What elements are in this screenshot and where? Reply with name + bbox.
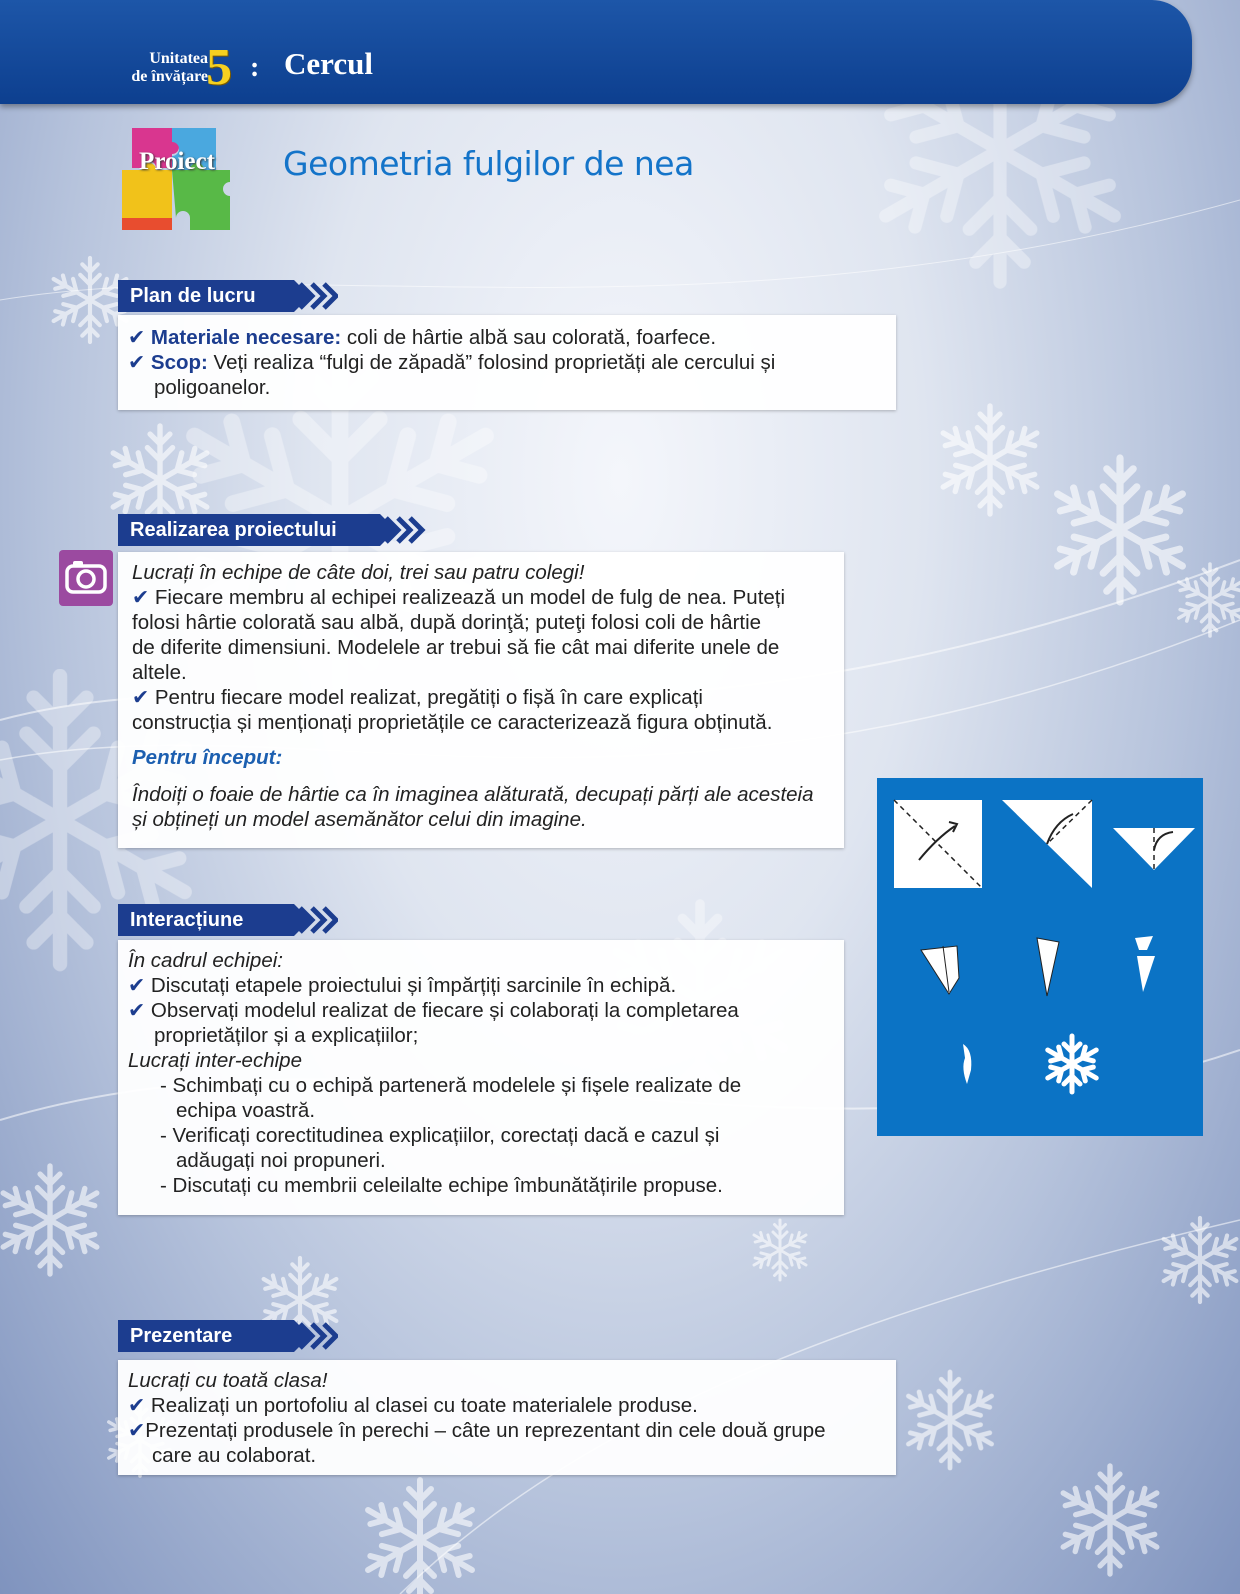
snowflake-icon [1044,1036,1100,1092]
interactiune-b1-text: Discutați etapele proiectului și împărțiți sarcinile în echipă. [145,974,677,997]
interactiune-b2 [128,998,834,1023]
interactiune-b2-l2: proprietăților și a explicațiilor; [154,1024,419,1047]
section-tag-label: Plan de lucru [130,285,256,307]
realizare-intro: Lucrați în echipe de câte doi, trei sau patru colegi! [132,561,585,584]
interactiune-intro: În cadrul echipei: [128,949,283,972]
materials-label: Materiale necesare: [150,326,342,349]
prezentare-box [118,1360,896,1475]
section-tag-label: Interacțiune [130,909,244,931]
check-icon: ✔ [128,351,146,374]
realizare-p1-l2: folosi hârtie colorată sau albă, după dorinţă; puteţi folosi coli de hârtie [132,611,762,634]
folding-diagram [877,778,1203,1136]
check-icon: ✔ [128,999,146,1022]
prezentare-b1 [128,1393,886,1418]
realizare-p2-l2: construcția și menționați proprietățile ce caracterizează figura obținută. [132,711,773,734]
inter-heading: Lucrați inter-echipe [128,1049,302,1072]
inter-d2-l2: adăugați noi propuneri. [176,1149,386,1172]
interactiune-b2-text: Observați modelul realizat de fiecare și colaborați la completarea [145,999,739,1022]
realizare-p1-l3: de diferite dimensiuni. Modelele ar trebui să fie cât mai diferite unele de [132,636,780,659]
unit-separator: : [250,52,260,83]
realizare-p1-l4: altele. [132,661,187,684]
project-badge [118,122,234,238]
section-tag-label: Prezentare [130,1325,233,1347]
prezentare-b2 [128,1418,886,1443]
realizare-p2 [132,685,834,710]
project-title: Geometria fulgilor de nea [283,144,694,183]
scope-line [128,350,886,375]
realizare-p2-text: Pentru fiecare model realizat, pregătiți o fișă în care explicați [149,686,703,709]
prezentare-b2-l2: care au colaborat. [152,1444,317,1467]
inter-d1: - Schimbați cu o echipă parteneră modelele și fișele realizate de [160,1074,742,1097]
chapter-header [0,0,1192,104]
unit-label-line1: Unitatea [149,50,208,67]
prezentare-b1-text: Realizați un portofoliu al clasei cu toate materialele produse. [145,1394,698,1417]
unit-label [102,50,208,86]
section-tag-realizare [118,514,428,546]
check-icon: ✔ [128,326,146,349]
unit-label-line2: de învățare [131,68,208,85]
section-tag-plan [118,280,338,312]
inter-d3: - Discutați cu membrii celeilalte echipe îmbunătățirile propuse. [160,1174,723,1197]
check-icon: ✔ [132,586,150,609]
inter-d2: - Verificați corectitudinea explicațiilor, corectați dacă e cazul și [160,1124,720,1147]
interactiune-b1 [128,973,834,998]
realizare-p1 [132,585,834,610]
materials-text: coli de hârtie albă sau colorată, foarfece. [341,326,717,349]
prezentare-intro: Lucrați cu toată clasa! [128,1369,328,1392]
realizare-box [118,552,844,848]
scope-label: Scop: [150,351,208,374]
plan-box [118,315,896,410]
check-icon: ✔ [128,1419,146,1442]
inter-d1-l2: echipa voastră. [176,1099,316,1122]
unit-number: 5 [206,39,232,96]
check-icon: ✔ [128,974,146,997]
start-heading: Pentru început: [132,746,283,769]
section-tag-prezentare [118,1320,338,1352]
section-tag-label: Realizarea proiectului [130,519,337,541]
camera-badge [59,550,113,606]
materials-line [128,325,886,350]
prezentare-b2-text: Prezentați produsele în perechi – câte un reprezentant din cele două grupe [145,1419,826,1442]
realizare-p1-text: Fiecare membru al echipei realizează un model de fulg de nea. Puteți [149,586,786,609]
unit-title: Cercul [284,46,373,81]
camera-icon [59,550,113,606]
check-icon: ✔ [128,1394,146,1417]
section-tag-interactiune [118,904,338,936]
scope-text-cont: poligoanelor. [154,376,271,399]
start-l1: Îndoiți o foaie de hârtie ca în imaginea alăturată, decupați părți ale acesteia [132,783,814,806]
check-icon: ✔ [132,686,150,709]
start-l2: și obțineți un model asemănător celui din imagine. [132,808,587,831]
project-badge-label: Proiect [139,148,215,175]
scope-text: Veți realiza “fulgi de zăpadă” folosind proprietăți ale cercului și [207,351,776,374]
interactiune-box [118,940,844,1215]
puzzle-icon [118,122,234,238]
folding-steps-illustration [877,778,1203,1136]
